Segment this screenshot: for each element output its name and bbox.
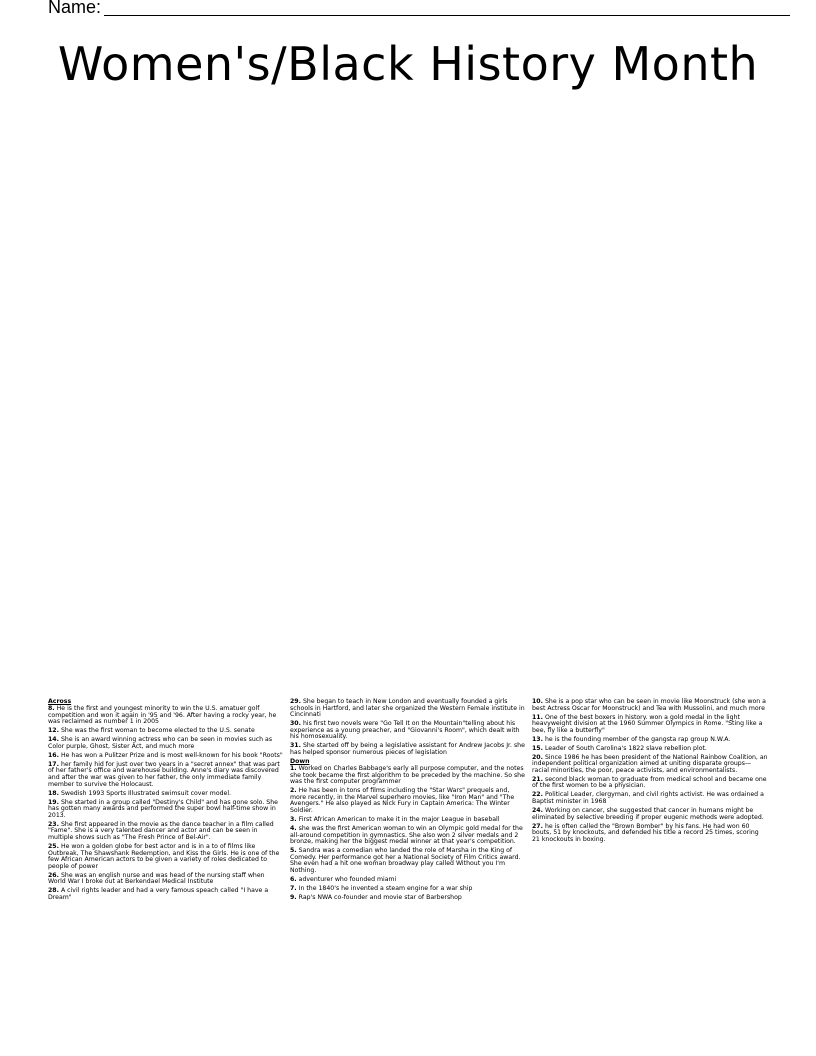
clue-number: 1.: [290, 765, 297, 773]
clue-number: 25.: [48, 842, 59, 850]
clue-number: 10.: [532, 698, 543, 705]
clue-text: his first two novels were "Go Tell It on the Mountain"telling about his experience as a young preacher, and "Giovanni's Room", which dealt with his homosexuality.: [290, 720, 520, 741]
clue-text: She started in a group called "Destiny's Child" and has gone solo. She has gotten many awards and performed the super bowl half-time show in 2013.: [48, 798, 278, 819]
clue-text: A civil rights leader and had a very famous speach called "I have a Dream": [48, 887, 269, 901]
clue-number: 17.: [48, 760, 59, 768]
clue-item: [532, 755, 768, 775]
clue-item: [290, 766, 526, 786]
clue-number: 3.: [290, 815, 297, 823]
clue-item: [532, 824, 768, 844]
clue-item: [290, 699, 526, 719]
clue-item: [532, 715, 768, 735]
clue-text: He is the first and youngest minority to win the U.S. amatuer golf competition and won it again in '95 and '96. After having a rocky year, he was reclaimed as number 1 in 2005: [48, 705, 277, 726]
clue-text: her family hid for just over two years in a "secret annex" that was part of her father's office and warehouse building. Anne's diary was discovered and after the war was given to her father, the only immediate family member to survive the Holocaust.: [48, 760, 280, 788]
clue-text: She started off by being a legislative assistant for Andrew Jacobs Jr. she has helped sponsor numerous pieces of legislation: [290, 742, 525, 756]
clue-item: [48, 873, 284, 886]
clue-number: 31.: [290, 742, 301, 750]
clue-item: [290, 721, 526, 741]
clue-item: [48, 728, 284, 735]
clue-number: 2.: [290, 787, 297, 795]
clue-item: [290, 848, 526, 874]
clue-number: 27.: [532, 822, 543, 830]
across-heading: Across: [48, 698, 72, 705]
clue-number: 12.: [48, 727, 59, 735]
clue-number: 24.: [532, 807, 543, 815]
clue-item: [290, 788, 526, 814]
clue-item: [532, 737, 768, 744]
clue-text: adventurer who founded miami: [298, 875, 397, 883]
clue-item: [48, 737, 284, 750]
clue-item: [290, 743, 526, 756]
clue-text: She was the first woman to become elected to the U.S. senate: [60, 727, 255, 735]
clue-text: Worked on Charles Babbage's early all purpose computer, and the notes she took became the first algorithm to be preceded by the machine. So she was the first computer programmer: [290, 765, 525, 786]
clue-item: [48, 706, 284, 726]
clue-text: He has been in tons of films including the "Star Wars" prequels and, more recently, in the Marvel superhero movies, like "Iron Man" and "The Avengers." He also played as Nick Fury in Captain America: The Winter Soldier.: [290, 787, 515, 814]
clue-item: [290, 826, 526, 846]
clue-text: she was the first American woman to win an Olympic gold medal for the all-around competition in gymnastics. She also won 2 silver medals and 2 bronze, making her the biggest medal winner at that year's competition.: [290, 824, 523, 846]
clue-item: [532, 746, 768, 753]
clue-item: [532, 808, 768, 821]
page-title: Women's/Black History Month: [57, 37, 759, 91]
clue-number: 13.: [532, 735, 543, 743]
clue-item: [48, 822, 284, 842]
clue-number: 5.: [290, 847, 297, 855]
name-field: [48, 0, 748, 20]
clue-number: 18.: [48, 789, 59, 797]
clue-number: 26.: [48, 871, 59, 879]
clue-number: 15.: [532, 744, 543, 752]
clue-number: 19.: [48, 798, 59, 806]
across-clue-list: [48, 706, 284, 901]
clue-item: [290, 877, 526, 884]
clue-item: [532, 699, 768, 712]
name-underline: [104, 15, 790, 16]
clue-text: Since 1986 he has been president of the National Rainbow Coalition, an independent political organization aimed at uniting disparate groups—racial minorities, the poor, peace activists, and environmentalists.: [532, 753, 768, 774]
clue-item: [290, 886, 526, 893]
clue-text: She is a pop star who can be seen in movie like Moonstruck (she won a best Actress Oscar for Moonstruck) and Tea with Mussolini, and much more: [532, 698, 766, 712]
clue-item: [48, 762, 284, 788]
clue-text: She is an award winning actress who can be seen in movies such as Color purple, Ghost, Sister Act, and much more: [48, 736, 273, 750]
clue-text: Leader of South Carolina's 1822 slave rebellion plot.: [544, 744, 707, 752]
clue-text: Sandra was a comedian who landed the role of Marsha in the King of Comedy. Her performance got her a National Society of Film Critics award. She even had a hit one woman broadway play called Without you I'm Nothing.: [290, 847, 521, 874]
clue-item: [290, 895, 526, 902]
clue-item: [48, 791, 284, 798]
clue-item: [290, 817, 526, 824]
clue-number: 7.: [290, 884, 297, 892]
down-clue-list: [290, 766, 526, 901]
clue-number: 28.: [48, 887, 59, 895]
clue-text: second black woman to graduate from medical school and became one of the first women to be a physician.: [532, 775, 767, 790]
clue-number: 8.: [48, 705, 55, 713]
clue-number: 23.: [48, 820, 59, 828]
clue-column-3: [532, 699, 768, 846]
clue-number: 21.: [532, 775, 543, 783]
clue-item: [48, 888, 284, 901]
clue-text: First African American to make it in the major League in baseball: [298, 815, 500, 823]
clue-number: 6.: [290, 875, 297, 883]
clue-text: Political Leader, clergyman, and civil rights activist. He was ordained a Baptist minister in 1968: [532, 791, 764, 806]
down-heading: Down: [290, 757, 310, 765]
across-clue-list-continued: [290, 699, 526, 757]
down-clue-list-continued: [532, 699, 768, 843]
clue-text: he is often called the "Brown Bomber" by his fans. He had won 60 bouts, 51 by knockouts, and defended his title a record 25 times, scoring 21 knockouts in boxing.: [532, 822, 759, 843]
clue-number: 30.: [290, 720, 301, 728]
clue-text: Rap's NWA co-founder and movie star of Barbershop: [298, 893, 462, 901]
clue-column-2: [290, 699, 526, 904]
name-label: Name:: [48, 0, 102, 17]
clue-text: In the 1840's he invented a steam engine for a war ship: [298, 884, 473, 892]
clue-number: 9.: [290, 893, 297, 901]
clue-number: 11.: [532, 713, 543, 721]
clue-item: [532, 777, 768, 790]
clue-text: One of the best boxers in history. won a gold medal in the light heavyweight division at the 1960 Summer Olympics in Rome. "Sting like a bee, fly like a butterfly": [532, 713, 763, 734]
clue-number: 29.: [290, 698, 301, 705]
clue-text: She first appeared in the movie as the dance teacher in a film called "Fame". She is a very talented dancer and actor and can be seen in multiple shows such as "The Fresh Prince of Bel-Air".: [48, 820, 274, 841]
clue-text: he is the founding member of the gangsta rap group N.W.A.: [544, 735, 731, 743]
clue-text: Working on cancer, she suggested that cancer in humans might be eliminated by selective breeding if proper eugenic methods were adopted.: [532, 807, 764, 821]
clue-text: He has won a Pulitzer Prize and is most well-known for his book "Roots": [60, 751, 283, 759]
crossword-grid-area: [40, 110, 776, 690]
clue-text: Swedish 1993 Sports Illustrated swimsuit cover model.: [60, 789, 232, 797]
clue-item: [48, 753, 284, 760]
clue-number: 20.: [532, 753, 543, 761]
clue-text: She began to teach in New London and eventually founded a girls schools in Hartford, and later she organized the Western Female institute in Cincinnati: [290, 698, 525, 719]
clue-number: 22.: [532, 791, 543, 799]
clue-number: 16.: [48, 751, 59, 759]
clue-text: He won a golden globe for best actor and is in a to of films like Outbreak, The Shawshank Redemption, and Kiss the Girls. He is one of the few African American actors to be given a variety of roles dedicated to people of power: [48, 842, 280, 870]
clue-item: [48, 800, 284, 820]
clue-item: [48, 844, 284, 870]
clue-text: She was an english nurse and was head of the nursing staff when World War I broke out at Berkendael Medical Institute: [48, 871, 265, 886]
clue-column-1: [48, 699, 284, 904]
clue-item: [532, 792, 768, 805]
clue-number: 14.: [48, 736, 59, 744]
clue-number: 4.: [290, 824, 297, 832]
